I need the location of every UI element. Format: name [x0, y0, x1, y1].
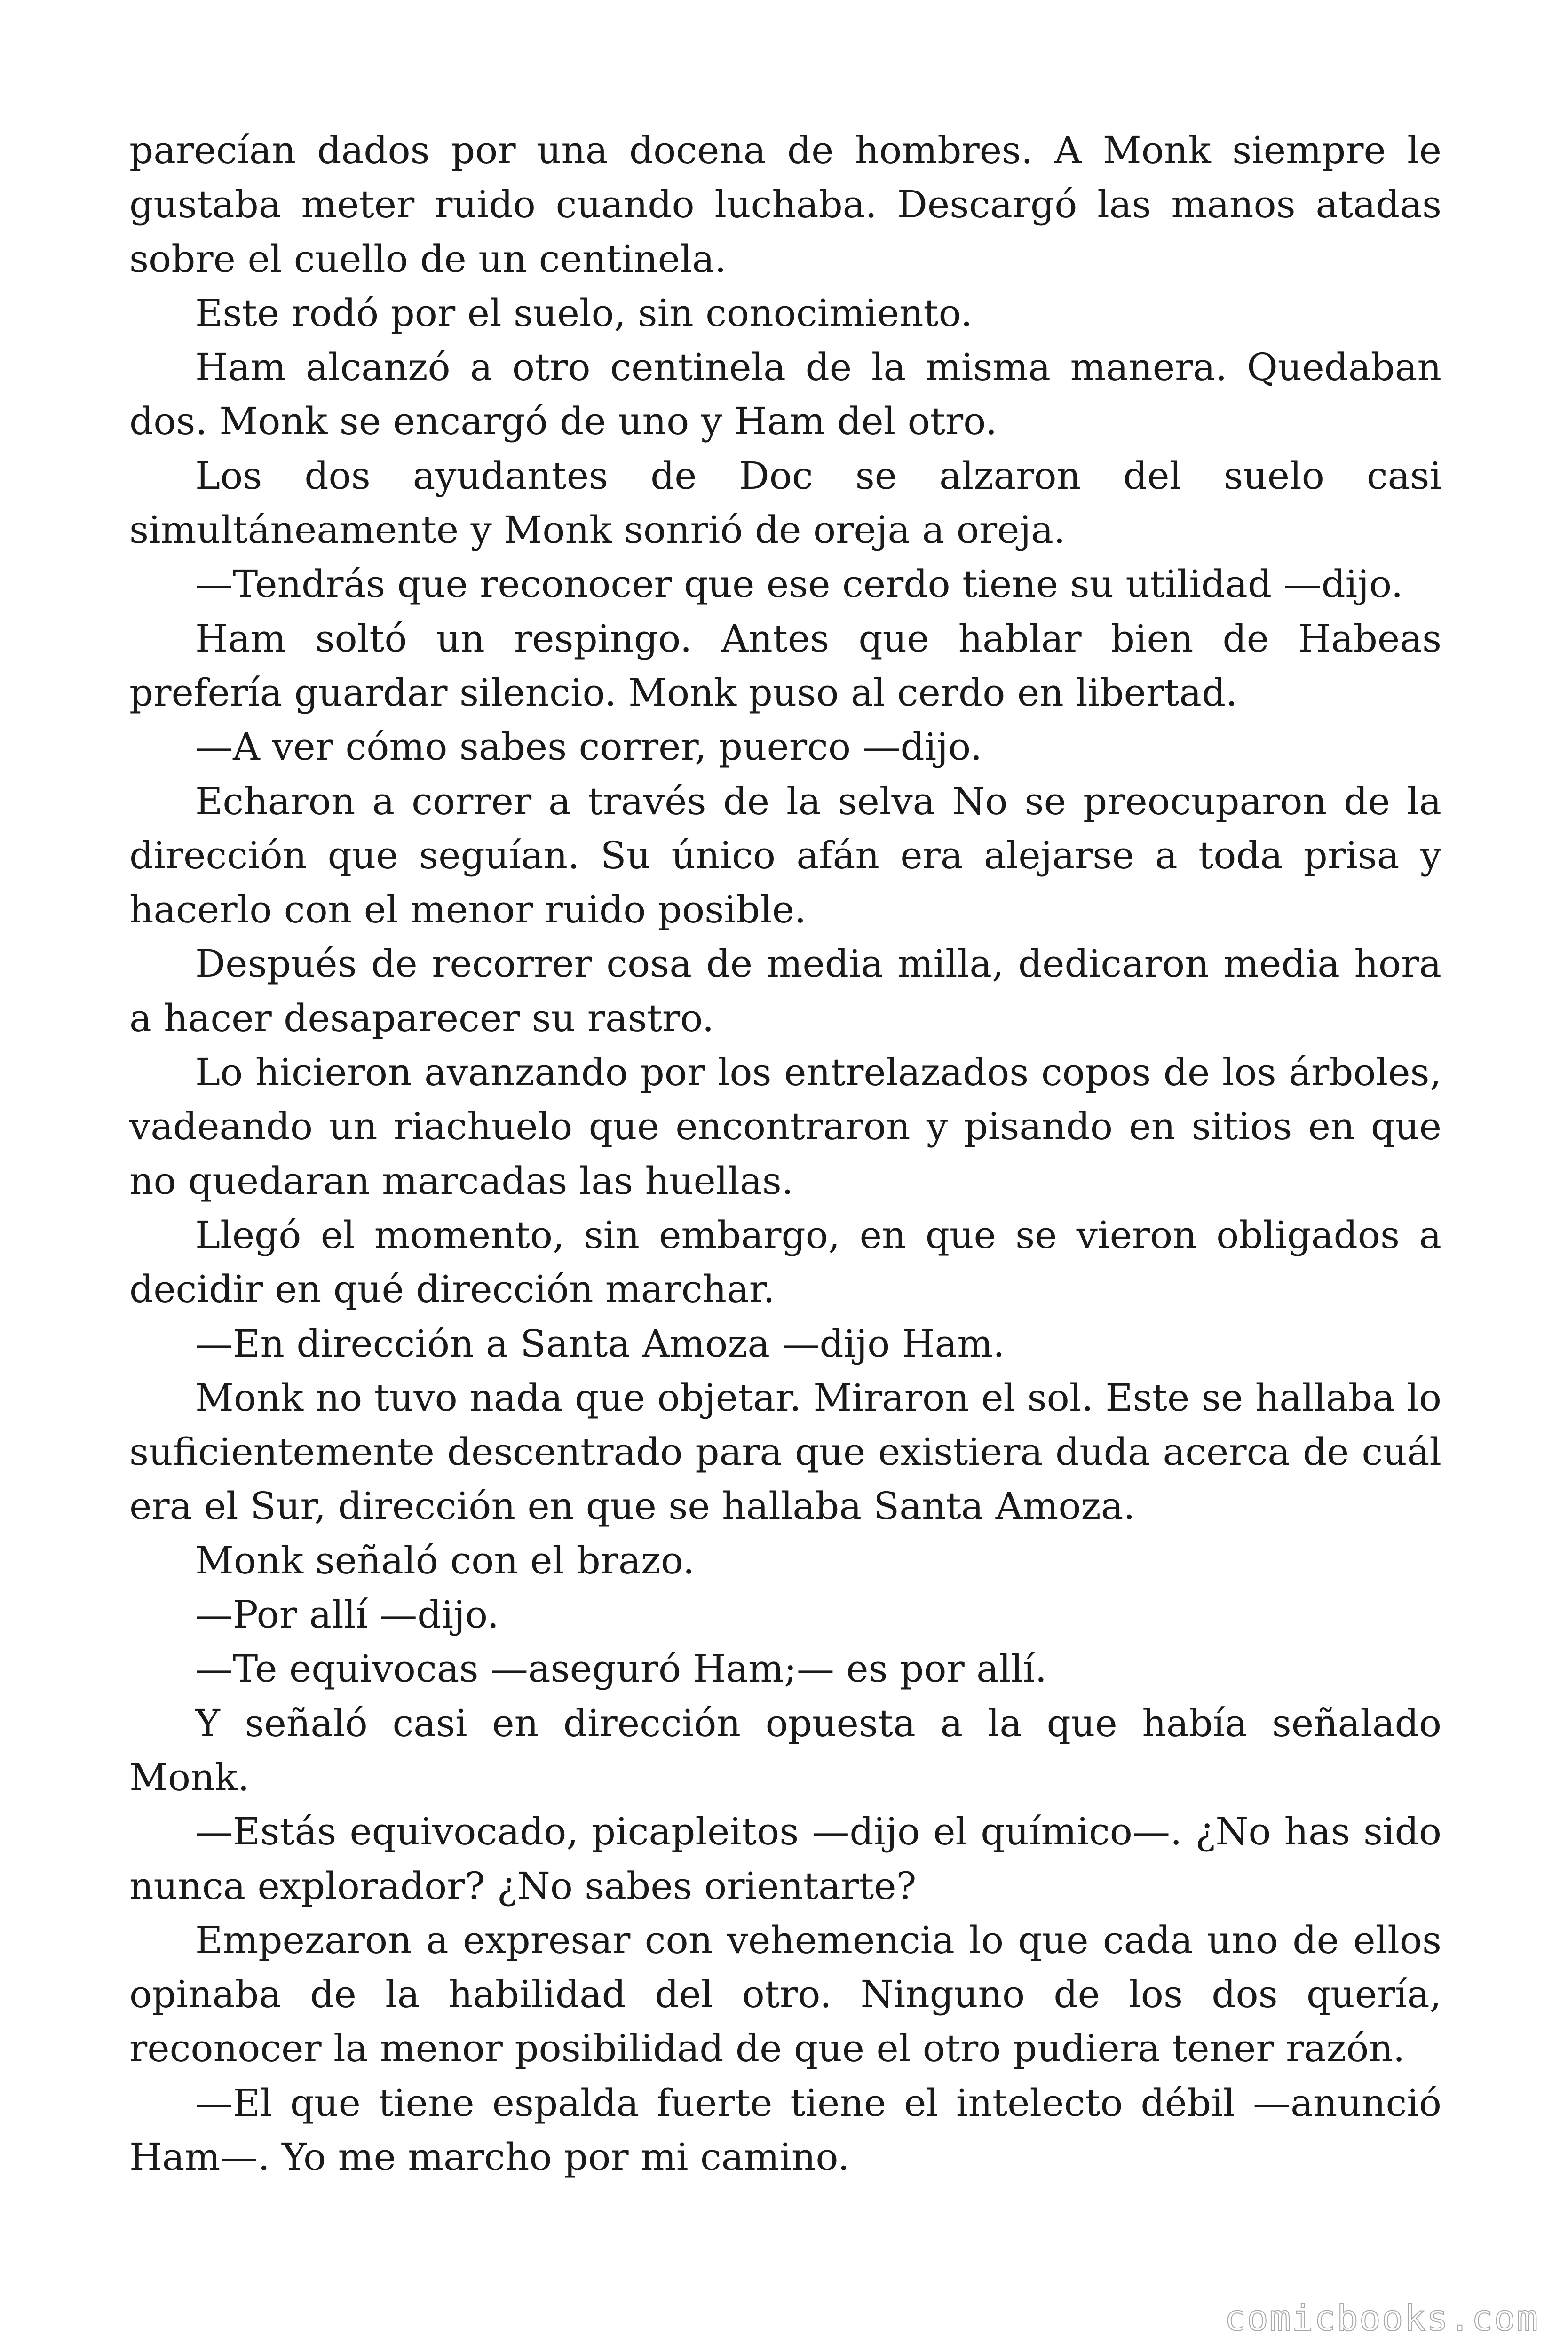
dialogue-paragraph: —El que tiene espalda fuerte tiene el intelecto débil —anunció Ham—. Yo me marcho por mi camino.	[129, 2081, 1441, 2179]
paragraph: Monk señaló con el brazo.	[195, 1538, 695, 1582]
paragraph: Ham soltó un respingo. Antes que hablar bien de Habeas prefería guardar silencio. Monk puso al cerdo en libertad.	[129, 616, 1441, 715]
paragraph: Llegó el momento, sin embargo, en que se vieron obligados a decidir en qué dirección marchar.	[129, 1213, 1441, 1311]
dialogue-paragraph: —En dirección a Santa Amoza —dijo Ham.	[195, 1321, 1005, 1366]
paragraph: Empezaron a expresar con vehemencia lo que cada uno de ellos opinaba de la habilidad del otro. Ninguno de los dos quería, reconocer la menor posibilidad de que el otro pudiera tener razón.	[129, 1918, 1441, 2071]
paragraph: parecían dados por una docena de hombres. A Monk siempre le gustaba meter ruido cuando luchaba. Descargó las manos atadas sobre el cuello de un centinela.	[129, 128, 1441, 281]
paragraph: Monk no tuvo nada que objetar. Miraron el sol. Este se hallaba lo suficientemente descentrado para que existiera duda acerca de cuál era el Sur, dirección en que se hallaba Santa Amoza.	[129, 1375, 1441, 1528]
paragraph: Los dos ayudantes de Doc se alzaron del suelo casi simultáneamente y Monk sonrió de oreja a oreja.	[129, 453, 1441, 552]
paragraph: Este rodó por el suelo, sin conocimiento.	[195, 291, 973, 335]
dialogue-paragraph: —Tendrás que reconocer que ese cerdo tiene su utilidad —dijo.	[195, 562, 1403, 606]
dialogue-paragraph: —Por allí —dijo.	[195, 1593, 499, 1637]
dialogue-paragraph: —Estás equivocado, picapleitos —dijo el químico—. ¿No has sido nunca explorador? ¿No sabes orientarte?	[129, 1810, 1441, 1908]
watermark-text: comicbooks.com	[1224, 2297, 1539, 2339]
page-text	[129, 123, 1441, 2184]
paragraph: Ham alcanzó a otro centinela de la misma manera. Quedaban dos. Monk se encargó de uno y Ham del otro.	[129, 345, 1441, 444]
paragraph: Lo hicieron avanzando por los entrelazados copos de los árboles, vadeando un riachuelo que encontraron y pisando en sitios en que no quedaran marcadas las huellas.	[129, 1050, 1441, 1203]
dialogue-paragraph: —Te equivocas —aseguró Ham;— es por allí.	[195, 1647, 1047, 1691]
paragraph: Después de recorrer cosa de media milla, dedicaron media hora a hacer desaparecer su rastro.	[129, 942, 1441, 1040]
dialogue-paragraph: —A ver cómo sabes correr, puerco —dijo.	[195, 725, 982, 769]
paragraph: Echaron a correr a través de la selva No se preocuparon de la dirección que seguían. Su único afán era alejarse a toda prisa y hacerlo con el menor ruido posible.	[129, 779, 1441, 932]
paragraph: Y señaló casi en dirección opuesta a la que había señalado Monk.	[129, 1701, 1441, 1799]
